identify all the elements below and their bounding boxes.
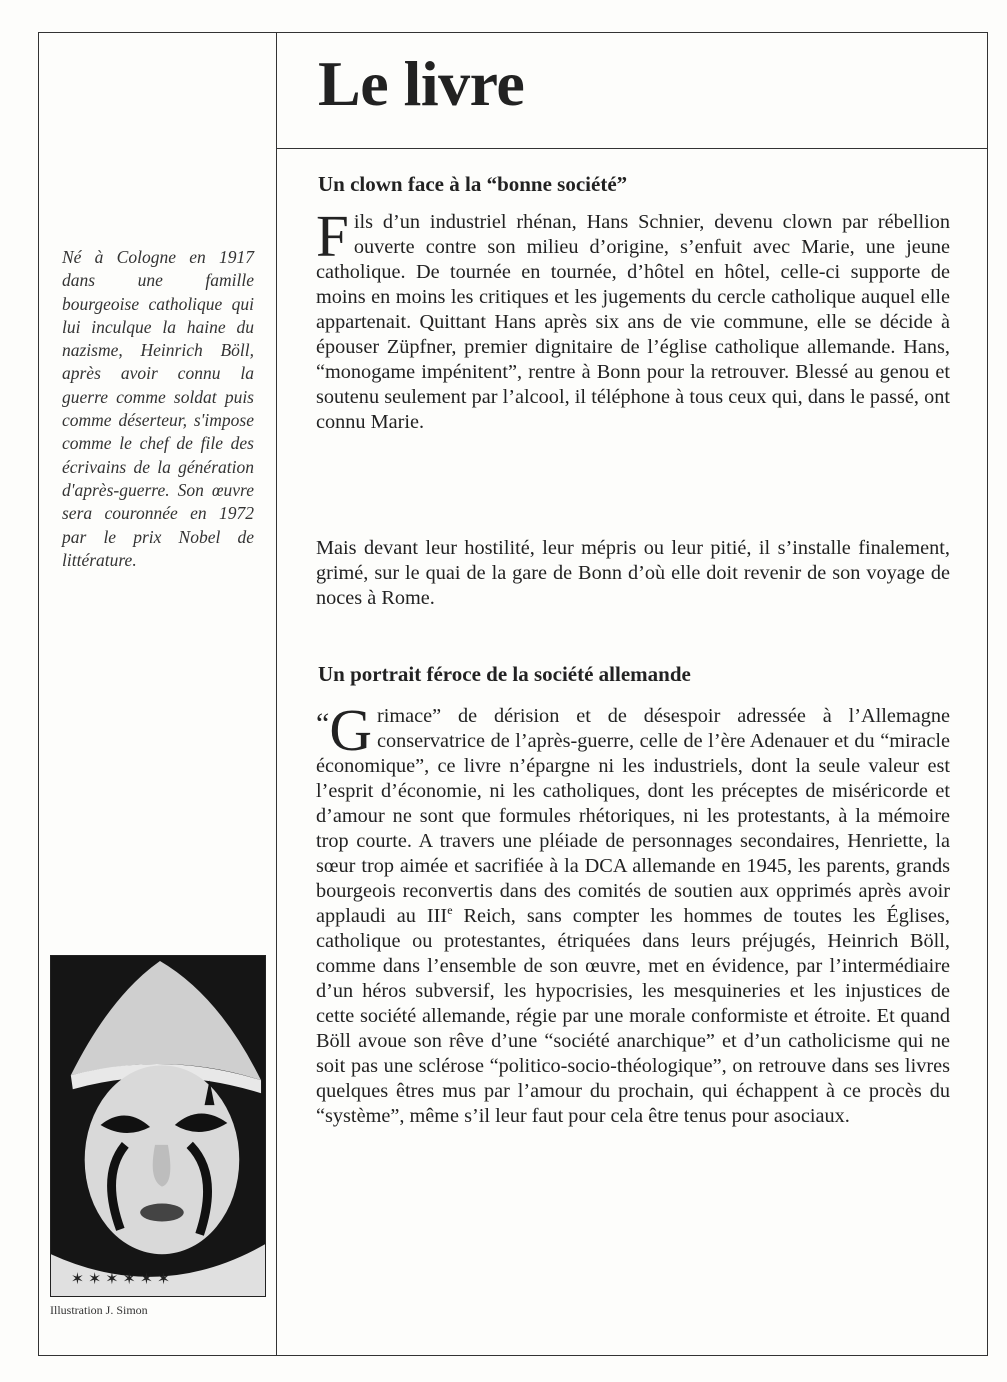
column-divider [276,32,277,1356]
section-clown-paragraph-2: Mais devant leur hostilité, leur mépris ou leur pitié, il s’installe finalement, grimé, sur le quai de la gare de Bonn d’où elle doit revenir de son voyage de noces à Rome. [316,537,950,609]
svg-text:✶ ✶ ✶ ✶ ✶ ✶: ✶ ✶ ✶ ✶ ✶ ✶ [70,1271,171,1289]
section-portrait-paragraph [316,697,950,1129]
paragraph-text-start: rimace” de dérision et de désespoir adressée à l’Allemagne conservatrice de l’après-guerre, celle de l’ère Adenauer et du “miracle économique”, ce livre n’épargne ni les industriels, dont la seule valeur est l’esprit d’économie, ni les catholiques, dont les préceptes de miséricorde et d’amour ne sont que formules rhétoriques, ni les protestants, à la mémoire trop courte. A travers une pléiade de personnages secondaires, Henriette, la sœur trop aimée et sacrifiée à la DCA allemande en 1945, les parents, grands bourgeois reconvertis dans des comités de soutien aux opprimés après avoir applaudi au III [316,705,950,927]
paragraph-text-end: Reich, sans compter les hommes de toutes les Églises, catholique ou protestantes, étriquées dans leurs préjugés, Heinrich Böll, comme dans l’ensemble de son œuvre, met en évidence, par l’intermédiaire d’un héros subversif, les hypocrisies, les mesquineries et les injustices de cette société allemande, régie par une morale conformiste et étroite. Et quand Böll avoue son rêve d’une “société anarchique” et d’un catholicisme qui ne soit pas une sclérose “politico-socio-théologique”, on retrouve dans ses livres quelques êtres mus par l’amour du prochain, qui échappent à ce procès du “système”, même s’il leur faut pour cela être tenus pour asociaux. [316,905,950,1127]
superscript: e [447,903,453,918]
page-title: Le livre [318,48,525,119]
opening-quote: “ [316,707,330,740]
paragraph-text: ils d’un industriel rhénan, Hans Schnier, devenu clown par rébellion ouverte contre son milieu d’origine, s’enfuit avec Marie, une jeune catholique. De tournée en tournée, d’hôtel en hôtel, celle-ci supporte de moins en moins les critiques et les jugements du cercle catholique auquel elle appartenait. Quittant Hans après six ans de vie commune, elle se décide à épouser Züpfner, premier dignitaire de l’église catholique allemande. Hans, “monogame impénitent”, rentre à Bonn pour la retrouver. Blessé au genou et soutenu seulement par l’alcool, il téléphone à tous ceux qui, dans le passé, ont connu Marie. [316,211,950,433]
author-biography: Né à Cologne en 1917 dans une famille bourgeoise catholique qui lui inculque la haine du nazisme, Heinrich Böll, après avoir connu la guerre comme soldat puis comme déserteur, s'impose comme le chef de file des écrivains de la génération d'après-guerre. Son œuvre sera couronnée en 1972 par le prix Nobel de littérature. [62,247,254,570]
title-divider [276,148,988,149]
drop-cap: G [329,697,372,763]
illustration-credit: Illustration J. Simon [50,1303,148,1317]
clown-portrait-drawing [51,956,265,1296]
drop-cap: F [316,203,349,269]
section-heading-clown: Un clown face à la “bonne société” [318,172,628,196]
clown-portrait-illustration [50,955,266,1297]
section-heading-portrait: Un portrait féroce de la société allemande [318,662,691,686]
section-clown-paragraph-1 [316,203,950,435]
